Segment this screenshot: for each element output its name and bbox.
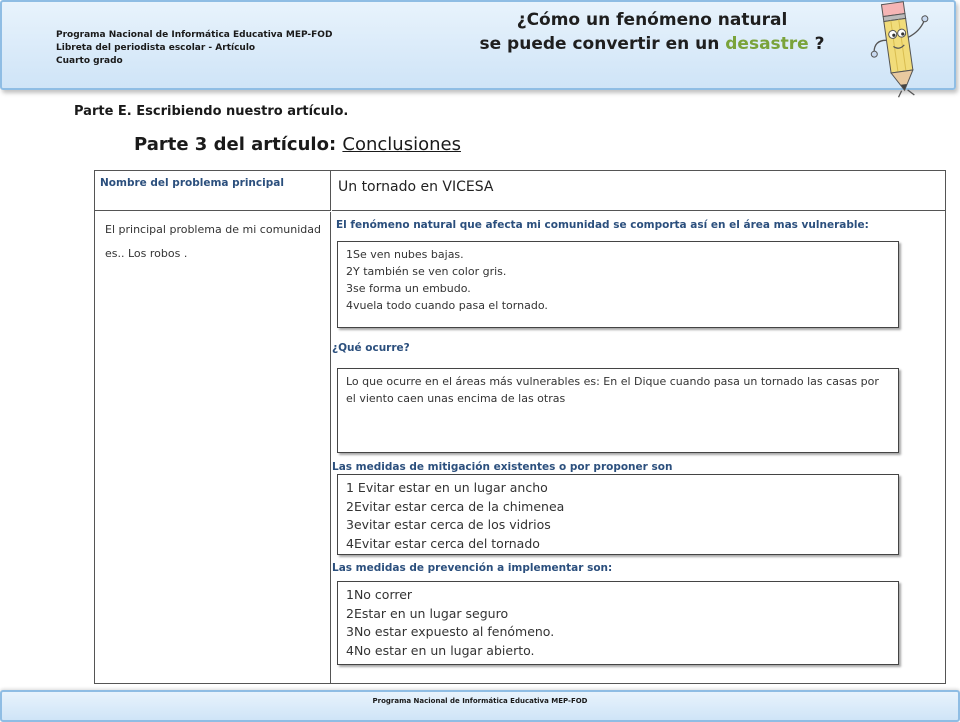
mitigation-line: 4Evitar estar cerca del tornado	[346, 535, 540, 551]
behavior-line: 2Y también se ven color gris.	[346, 265, 507, 278]
behavior-line: 4vuela todo cuando pasa el tornado.	[346, 299, 548, 312]
program-info	[56, 29, 332, 68]
prevention-line: 3No estar expuesto al fenómeno.	[346, 624, 555, 639]
behavior-line: 1Se ven nubes bajas.	[346, 248, 464, 261]
problem-name-field[interactable]: Un tornado en VICESA	[332, 171, 945, 211]
footer-band	[0, 690, 960, 722]
title-line-2	[432, 32, 872, 56]
prevention-textbox[interactable]	[337, 581, 899, 665]
prevention-line: 4No estar en un lugar abierto.	[346, 642, 535, 658]
occurs-textbox[interactable]: Lo que ocurre en el áreas más vulnerables es: En el Dique cuando pasa un tornado las casas por el viento caen unas encima de las otras	[337, 368, 899, 453]
mitigation-label: Las medidas de mitigación existentes o por proponer son	[332, 461, 673, 473]
title-line-1: ¿Cómo un fenómeno natural	[516, 10, 788, 30]
header-band	[0, 0, 956, 90]
page-title	[432, 8, 872, 56]
section-heading-label: Parte 3 del artículo:	[134, 134, 343, 155]
pencil-mascot-icon	[868, 0, 940, 98]
prevention-line: 1No correr	[346, 587, 413, 602]
behavior-line: 3se forma un embudo.	[346, 282, 471, 295]
behavior-label: El fenómeno natural que afecta mi comunidad se comporta así en el área mas vulnerable:	[336, 219, 869, 231]
prevention-line: 2Estar en un lugar seguro	[346, 605, 509, 621]
mitigation-textbox[interactable]	[337, 474, 899, 555]
title-text: se puede convertir en un	[479, 34, 726, 54]
title-accent-word: desastre	[725, 34, 809, 54]
footer-text: Programa Nacional de Informática Educativa MEP-FOD	[372, 697, 588, 705]
section-subtitle: Parte E. Escribiendo nuestro artículo.	[74, 104, 349, 119]
program-line: Programa Nacional de Informática Educativa MEP-FOD	[56, 30, 333, 40]
program-line: Cuarto grado	[56, 56, 123, 66]
section-heading-underlined: Conclusiones	[342, 134, 461, 155]
conclusions-table	[94, 170, 946, 684]
main-problem-field[interactable]: El principal problema de mi comunidad es.. Los robos .	[95, 212, 331, 683]
behavior-textbox[interactable]	[337, 241, 899, 328]
problem-name-label: Nombre del problema principal	[95, 171, 331, 211]
occurs-label: ¿Qué ocurre?	[332, 342, 410, 354]
prevention-label: Las medidas de prevención a implementar son:	[332, 562, 613, 574]
mitigation-line: 3evitar estar cerca de los vidrios	[346, 517, 551, 532]
mitigation-line: 1 Evitar estar en un lugar ancho	[346, 480, 548, 495]
section-heading	[134, 134, 461, 155]
program-line: Libreta del periodista escolar - Artículo	[56, 43, 256, 53]
title-text-end: ?	[808, 34, 825, 54]
mitigation-line: 2Evitar estar cerca de la chimenea	[346, 498, 565, 514]
